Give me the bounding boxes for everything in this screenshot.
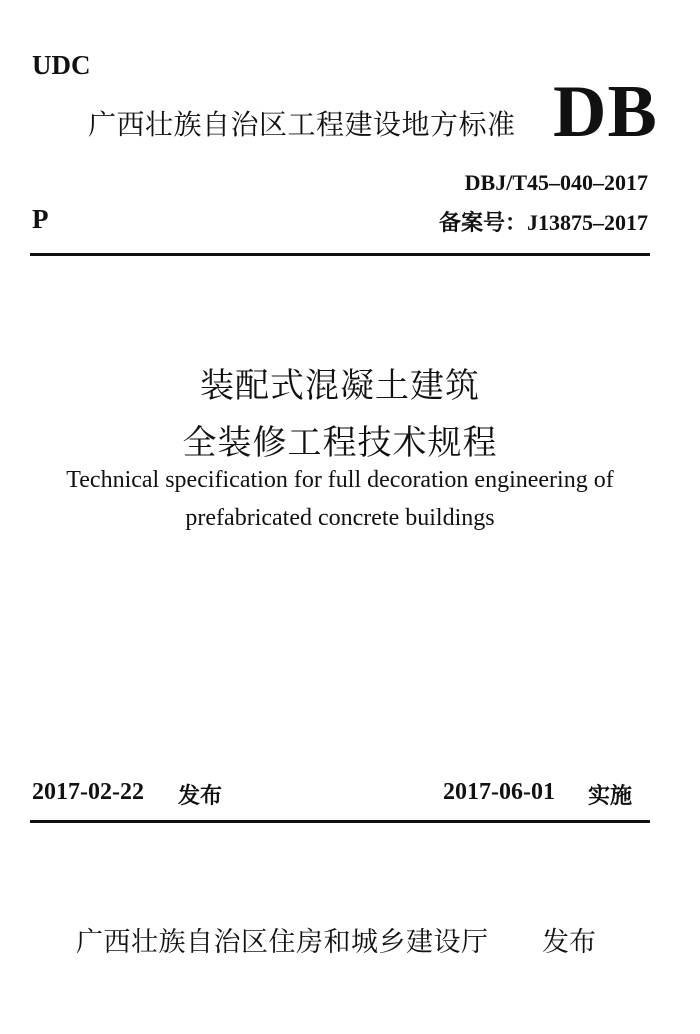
- standard-type: 广西壮族自治区工程建设地方标准: [88, 108, 516, 141]
- implementation-date: 2017-06-01: [443, 779, 555, 805]
- publisher: 广西壮族自治区住房和城乡建设厅: [76, 927, 489, 958]
- implementation-label: 实施: [588, 784, 633, 809]
- top-divider: [30, 253, 650, 256]
- title-en-line-1: Technical specification for full decoration engineering of: [66, 467, 614, 493]
- title-en-line-2: prefabricated concrete buildings: [185, 505, 495, 531]
- title-cn-line-2: 全装修工程技术规程: [182, 423, 498, 463]
- udc-label: UDC: [32, 50, 91, 80]
- record-number: 备案号：J13875–2017: [438, 210, 648, 235]
- db-mark: DB: [553, 71, 658, 153]
- bottom-divider: [30, 820, 650, 823]
- standard-number: DBJ/T45–040–2017: [464, 170, 648, 195]
- title-cn-line-1: 装配式混凝土建筑: [200, 366, 480, 406]
- issue-label: 发布: [178, 784, 223, 809]
- p-mark: P: [32, 204, 49, 234]
- issue-date: 2017-02-22: [32, 779, 144, 805]
- publish-label: 发布: [542, 927, 596, 958]
